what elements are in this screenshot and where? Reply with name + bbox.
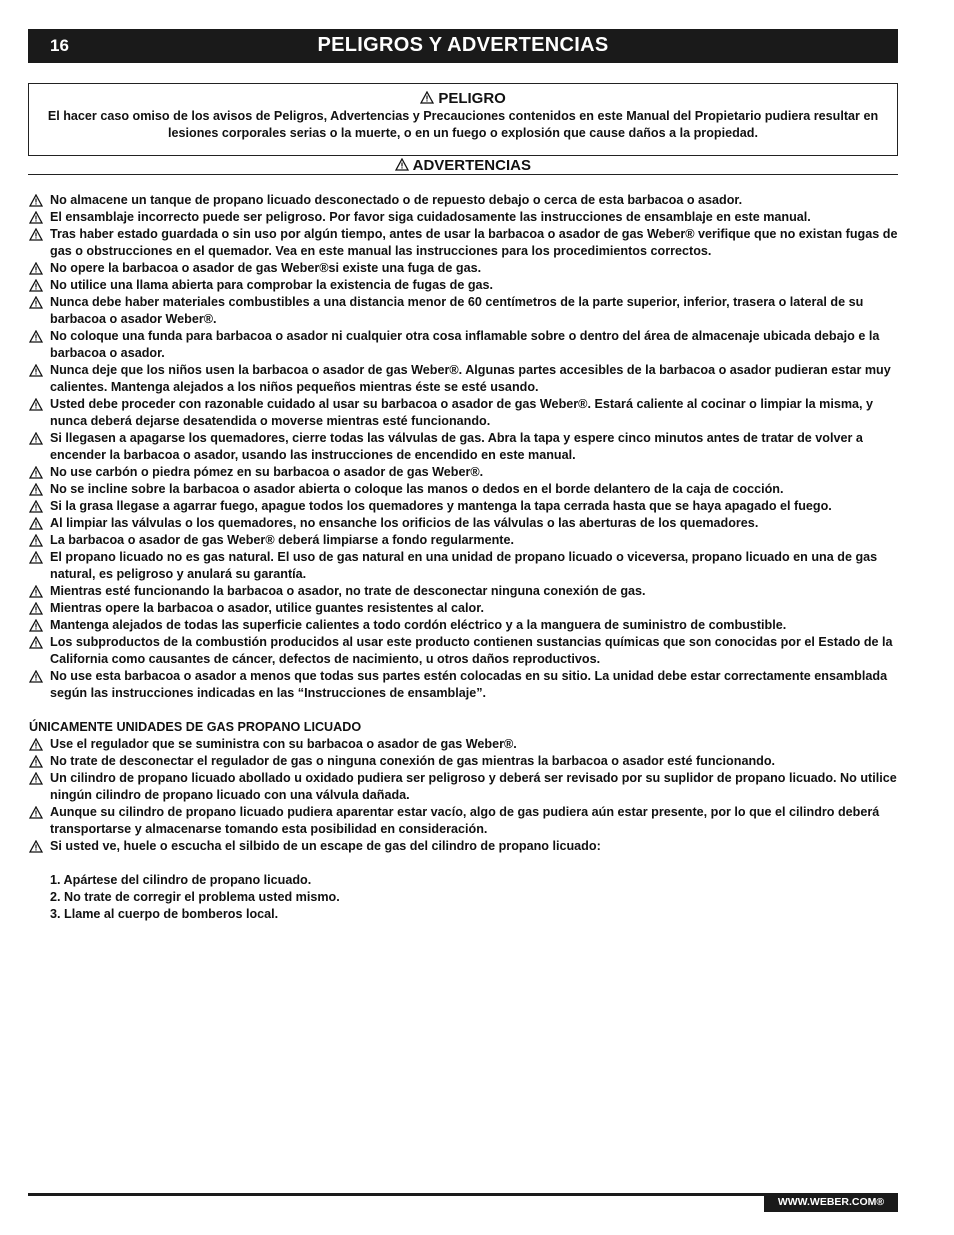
warning-text: Al limpiar las válvulas o los quemadores, no ensanche los orificios de las válvulas o las aberturas de los quemadores. [50, 516, 759, 530]
warning-triangle-icon [29, 330, 43, 343]
page-header [28, 29, 898, 63]
warning-text: No almacene un tanque de propano licuado desconectado o de repuesto debajo o cerca de esta barbacoa o asador. [50, 193, 743, 207]
warning-triangle-icon [29, 466, 43, 479]
warning-triangle-icon [29, 670, 43, 683]
warning-item [29, 549, 903, 583]
warning-text: Los subproductos de la combustión producidos al usar este producto contienen sustancias químicas que son conocidas por el Estado de la California como causantes de cáncer, defectos de nacimiento, u otros daños reproductivos. [50, 635, 893, 666]
warning-text: Nunca deje que los niños usen la barbacoa o asador de gas Weber®. Algunas partes accesibles de la barbacoa o asador pudieran estar muy calientes. Mantenga alejados a los niños pequeños mientras éste se esté usando. [50, 363, 891, 394]
warning-text: Usted debe proceder con razonable cuidado al usar su barbacoa o asador de gas Weber®. Estará caliente al cocinar o limpiar la misma, y nunca deberá dejarse desatendida o moverse mientras esté funcionando. [50, 397, 874, 428]
step-item: 1. Apártese del cilindro de propano licuado. [50, 873, 312, 887]
warning-text: Mientras opere la barbacoa o asador, utilice guantes resistentes al calor. [50, 601, 484, 615]
warning-triangle-icon [29, 296, 43, 309]
step-item: 2. No trate de corregir el problema usted mismo. [50, 890, 340, 904]
danger-title: PELIGRO [438, 90, 506, 107]
propane-steps [29, 872, 903, 923]
warning-triangle-icon [29, 840, 43, 853]
warning-item [29, 430, 903, 464]
warning-text: Si usted ve, huele o escucha el silbido de un escape de gas del cilindro de propano licuado: [50, 839, 601, 853]
warning-text: No coloque una funda para barbacoa o asador ni cualquier otra cosa inflamable sobre o dentro del área de almacenaje ubicada debajo e la barbacoa o asador. [50, 329, 880, 360]
warning-triangle-icon [29, 517, 43, 530]
warning-text: Nunca debe haber materiales combustibles a una distancia menor de 60 centímetros de la parte superior, inferior, trasera o lateral de su barbacoa o asador Weber®. [50, 295, 864, 326]
warning-triangle-icon [29, 772, 43, 785]
warning-triangle-icon [29, 755, 43, 768]
warning-triangle-icon [29, 194, 43, 207]
warning-item [29, 753, 903, 770]
warning-text: Un cilindro de propano licuado abollado u oxidado pudiera ser peligroso y deberá ser revisado por su suplidor de propano licuado. No utilice ningún cilindro de propano licuado con una válvula dañada. [50, 771, 897, 802]
warning-text: No use carbón o piedra pómez en su barbacoa o asador de gas Weber®. [50, 465, 484, 479]
warnings-title-row [28, 157, 898, 174]
warning-item [29, 617, 903, 634]
warning-text: No opere la barbacoa o asador de gas Weber®si existe una fuga de gas. [50, 261, 482, 275]
warning-text: No use esta barbacoa o asador a menos que todas sus partes estén colocadas en su sitio. La unidad debe estar correctamente ensamblada según las instrucciones indicadas en las “Instrucciones de ensamblaje”. [50, 669, 888, 700]
warning-triangle-icon [29, 534, 43, 547]
warning-text: Tras haber estado guardada o sin uso por algún tiempo, antes de usar la barbacoa o asador de gas Weber® verifique que no existan fugas de gas o obstrucciones en el quemador. Vea en este manual las instrucciones para los procedimientos correctos. [50, 227, 898, 258]
warning-item [29, 362, 903, 396]
warning-item [29, 532, 903, 549]
warning-triangle-icon [395, 158, 409, 171]
warning-triangle-icon [29, 636, 43, 649]
warning-text: No utilice una llama abierta para comprobar la existencia de fugas de gas. [50, 278, 494, 292]
warning-item [29, 498, 903, 515]
warning-text: El ensamblaje incorrecto puede ser peligroso. Por favor siga cuidadosamente las instrucciones de ensamblaje en este manual. [50, 210, 811, 224]
warning-triangle-icon [29, 364, 43, 377]
warning-triangle-icon [420, 91, 434, 104]
warning-triangle-icon [29, 398, 43, 411]
warning-item [29, 260, 903, 277]
warning-triangle-icon [29, 432, 43, 445]
warning-text: Mantenga alejados de todas las superficie calientes a todo cordón eléctrico y a la manguera de suministro de combustible. [50, 618, 787, 632]
page-number: 16 [50, 36, 69, 55]
danger-title-row [29, 90, 897, 107]
warning-triangle-icon [29, 483, 43, 496]
warning-item [29, 464, 903, 481]
warning-triangle-icon [29, 279, 43, 292]
warnings-list [29, 192, 903, 923]
warning-item [29, 396, 903, 430]
warning-text: No trate de desconectar el regulador de gas o ninguna conexión de gas mientras la barbacoa o asador esté funcionando. [50, 754, 776, 768]
warning-item [29, 634, 903, 668]
warning-item [29, 294, 903, 328]
warning-item [29, 838, 903, 855]
warning-item [29, 481, 903, 498]
warning-triangle-icon [29, 585, 43, 598]
warning-triangle-icon [29, 262, 43, 275]
page-title: PELIGROS Y ADVERTENCIAS [317, 34, 609, 56]
warning-triangle-icon [29, 619, 43, 632]
warning-text: Mientras esté funcionando la barbacoa o asador, no trate de desconectar ninguna conexión de gas. [50, 584, 646, 598]
warnings-title: ADVERTENCIAS [412, 157, 531, 174]
warning-triangle-icon [29, 500, 43, 513]
warning-text: Aunque su cilindro de propano licuado pudiera aparentar estar vacío, algo de gas pudiera aún estar presente, por lo que el cilindro deberá transportarse y almacenarse tomando esta posibilidad en consideración. [50, 805, 880, 836]
warning-triangle-icon [29, 211, 43, 224]
warning-item [29, 770, 903, 804]
warning-item [29, 328, 903, 362]
warning-text: Si llegasen a apagarse los quemadores, cierre todas las válvulas de gas. Abra la tapa y espere cinco minutos antes de tratar de volver a encender la barbacoa o asador, usando las instrucciones de encendido en este manual. [50, 431, 863, 462]
warning-triangle-icon [29, 738, 43, 751]
propane-heading: ÚNICAMENTE UNIDADES DE GAS PROPANO LICUADO [29, 720, 362, 734]
warning-triangle-icon [29, 228, 43, 241]
warning-triangle-icon [29, 551, 43, 564]
warning-text: La barbacoa o asador de gas Weber® deberá limpiarse a fondo regularmente. [50, 533, 514, 547]
warning-item [29, 736, 903, 753]
warning-item [29, 226, 903, 260]
warning-text: No se incline sobre la barbacoa o asador abierta o coloque las manos o dedos en el borde delantero de la caja de cocción. [50, 482, 784, 496]
warning-item [29, 804, 903, 838]
warning-text: Si la grasa llegase a agarrar fuego, apague todos los quemadores y mantenga la tapa cerrada hasta que se haya apagado el fuego. [50, 499, 832, 513]
warning-text: Use el regulador que se suministra con su barbacoa o asador de gas Weber®. [50, 737, 517, 751]
footer-url: WWW.WEBER.COM® [764, 1193, 898, 1212]
warning-item [29, 583, 903, 600]
warning-item [29, 600, 903, 617]
warning-item [29, 209, 903, 226]
warning-triangle-icon [29, 602, 43, 615]
warning-text: El propano licuado no es gas natural. El uso de gas natural en una unidad de propano licuado o viceversa, propano licuado en una de gas natural, es peligroso y anulará su garantía. [50, 550, 878, 581]
danger-box [28, 83, 898, 156]
danger-text: El hacer caso omiso de los avisos de Peligros, Advertencias y Precauciones contenidos en este Manual del Propietario pudiera resultar en lesiones corporales serias o la muerte, o en un fuego o explosión que cause daños a la propiedad. [47, 109, 879, 140]
warning-item [29, 668, 903, 702]
warning-triangle-icon [29, 806, 43, 819]
warnings-divider [28, 174, 898, 175]
step-item: 3. Llame al cuerpo de bomberos local. [50, 907, 279, 921]
warning-item [29, 192, 903, 209]
warning-item [29, 277, 903, 294]
warning-item [29, 515, 903, 532]
